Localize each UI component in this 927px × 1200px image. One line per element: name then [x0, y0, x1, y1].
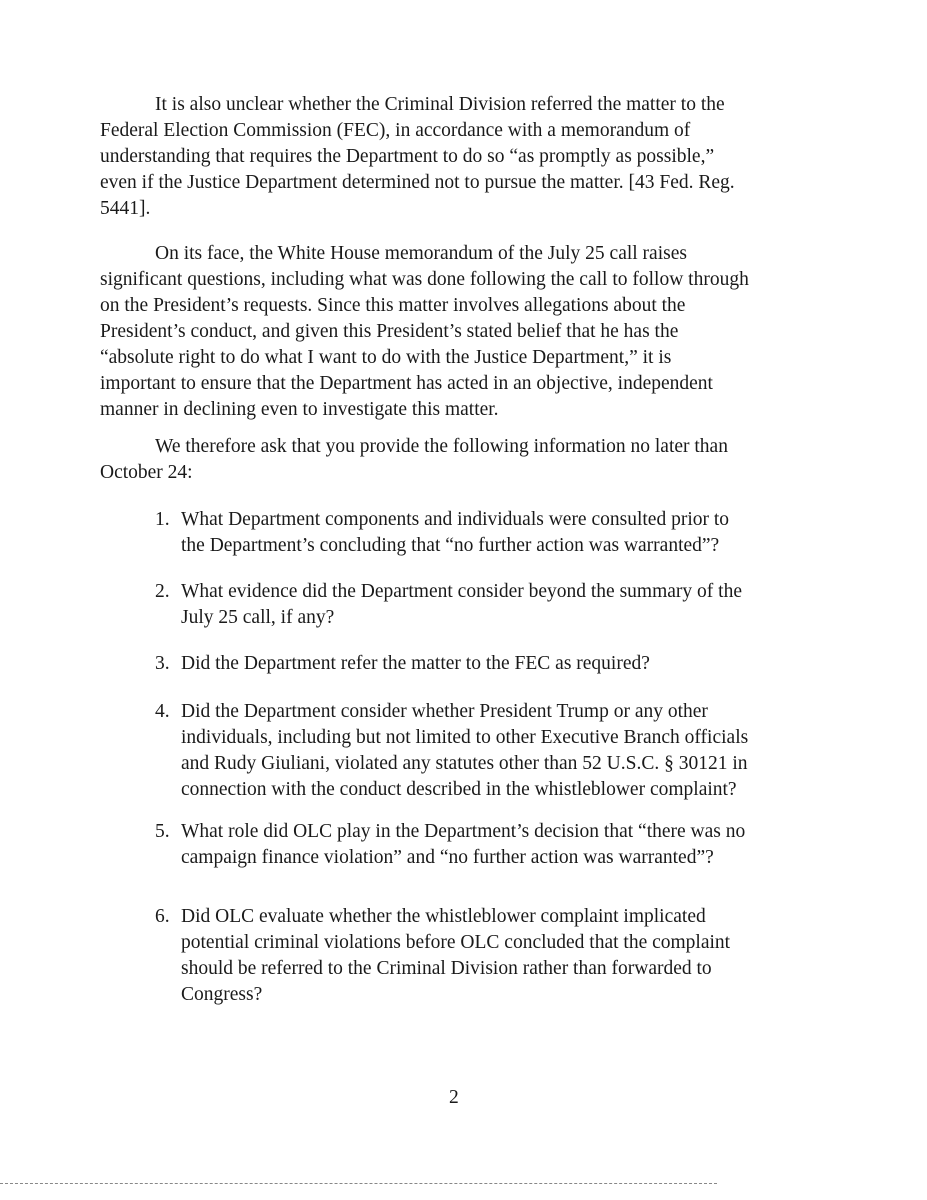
page-number: 2: [449, 1087, 459, 1108]
text-line: important to ensure that the Department has acted in an objective, independent: [100, 373, 713, 394]
paragraph-request: [100, 434, 728, 486]
text-line: significant questions, including what was done following the call to follow through: [100, 269, 749, 290]
paragraph-fec-referral: [100, 92, 735, 222]
text-line: on the President’s requests. Since this matter involves allegations about the: [100, 295, 686, 316]
scan-edge-line: [0, 1183, 717, 1184]
question-number: 2.: [155, 581, 170, 602]
text-line: Did the Department refer the matter to the FEC as required?: [181, 653, 650, 674]
text-line: Federal Election Commission (FEC), in accordance with a memorandum of: [100, 120, 691, 141]
text-line: campaign finance violation” and “no further action was warranted”?: [181, 847, 714, 868]
text-line: understanding that requires the Department to do so “as promptly as possible,”: [100, 146, 715, 167]
text-line: manner in declining even to investigate this matter.: [100, 399, 499, 420]
text-line: What role did OLC play in the Department’s decision that “there was no: [181, 821, 746, 842]
question-number: 5.: [155, 821, 170, 842]
text-line: individuals, including but not limited to other Executive Branch officials: [181, 727, 749, 748]
text-line: “absolute right to do what I want to do with the Justice Department,” it is: [100, 347, 672, 368]
text-line: July 25 call, if any?: [181, 607, 335, 628]
text-line: What evidence did the Department consider beyond the summary of the: [181, 581, 742, 602]
text-line: President’s conduct, and given this President’s stated belief that he has the: [100, 321, 679, 342]
paragraph-memorandum: [100, 241, 749, 423]
text-line: Did the Department consider whether President Trump or any other: [181, 701, 708, 722]
text-line: On its face, the White House memorandum of the July 25 call raises: [155, 243, 687, 264]
text-line: We therefore ask that you provide the following information no later than: [155, 436, 728, 457]
text-line: even if the Justice Department determined not to pursue the matter. [43 Fed. Reg.: [100, 172, 735, 193]
text-line: Did OLC evaluate whether the whistleblower complaint implicated: [181, 906, 706, 927]
text-line: It is also unclear whether the Criminal Division referred the matter to the: [155, 94, 725, 115]
question-number: 1.: [155, 509, 170, 530]
question-number: 4.: [155, 701, 170, 722]
text-line: connection with the conduct described in the whistleblower complaint?: [181, 779, 737, 800]
text-line: and Rudy Giuliani, violated any statutes other than 52 U.S.C. § 30121 in: [181, 753, 748, 774]
text-line: October 24:: [100, 462, 193, 483]
text-line: potential criminal violations before OLC concluded that the complaint: [181, 932, 731, 953]
question-number: 3.: [155, 653, 170, 674]
text-line: should be referred to the Criminal Division rather than forwarded to: [181, 958, 712, 979]
text-line: What Department components and individuals were consulted prior to: [181, 509, 730, 530]
question-number: 6.: [155, 906, 170, 927]
text-line: Congress?: [181, 984, 263, 1005]
text-line: 5441].: [100, 198, 151, 219]
text-line: the Department’s concluding that “no further action was warranted”?: [181, 535, 720, 556]
